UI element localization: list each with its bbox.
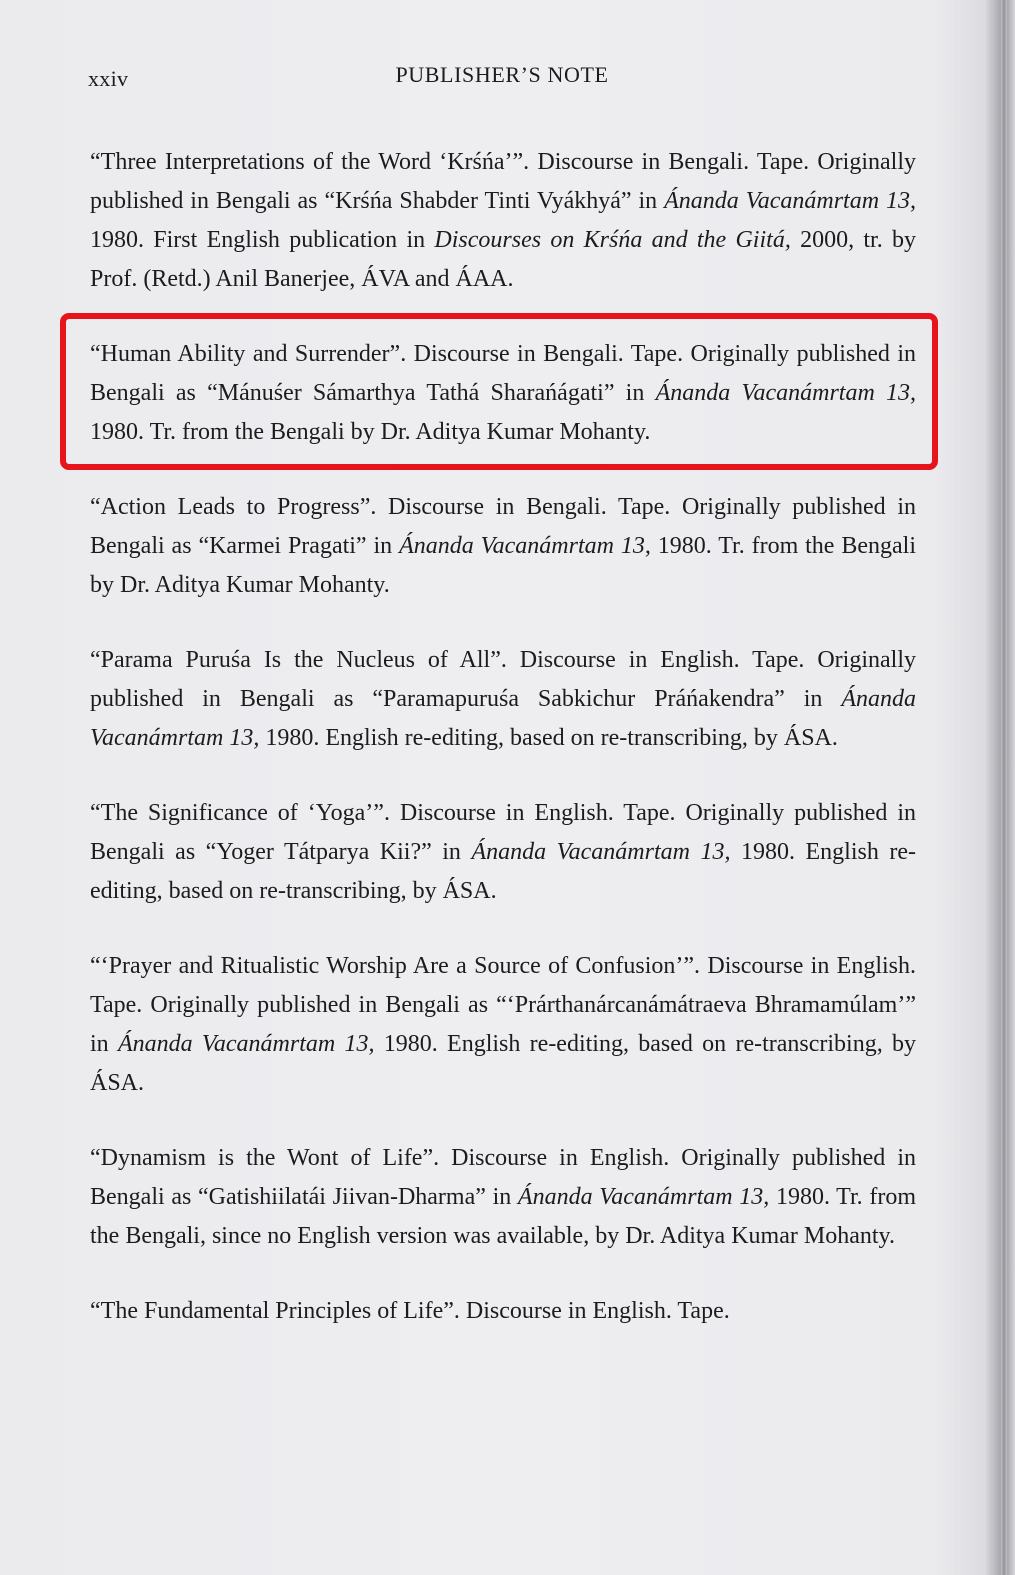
entry-italic-title: Ánanda Vacanámrtam 13, [664, 188, 917, 214]
bibliography-entry [90, 488, 916, 605]
entry-text: “Action Leads to Progress”. Discourse in Bengali. Tape. Originally published in Bengali as “Karmei Pragati” in [90, 494, 916, 559]
entry-text: “The Significance of ‘Yoga’”. Discourse in English. Tape. Originally published in Bengali as “Yoger Tátparya Kii?” in [90, 800, 916, 865]
page-number: xxiv [88, 66, 129, 91]
entry-text: “Three Interpretations of the Word ‘Krśńa’”. Discourse in Bengali. Tape. Originally published in Bengali as “Krśńa Shabder Tinti Vyákhyá” in [90, 149, 916, 214]
entry-text: “Parama Puruśa Is the Nucleus of All”. Discourse in English. Tape. Originally published in Bengali as “Paramapuruśa Sabkichur Práńakendra” in [90, 647, 916, 712]
bibliography-entry [90, 335, 916, 452]
bibliography-entry [90, 794, 916, 911]
page-header [88, 62, 916, 96]
entry-text: “Dynamism is the Wont of Life”. Discourse in English. Originally published in Bengali as “Gatishiilatái Jiivan-Dharma” in [90, 1145, 916, 1210]
bibliography-entry [90, 1292, 916, 1331]
entry-italic-title: Ánanda Vacanámrtam 13, [655, 380, 917, 406]
entry-text: 1980. English re-editing, based on re-transcribing, by ÁSA. [90, 839, 916, 904]
running-head: PUBLISHER’S NOTE [395, 62, 609, 87]
entry-text: 1980. Tr. from the Bengali by Dr. Aditya Kumar Mohanty. [90, 419, 651, 445]
entry-text: 1980. Tr. from the Bengali, since no English version was available, by Dr. Aditya Kumar Mohanty. [90, 1184, 916, 1249]
entry-italic-title: Discourses on Krśńa and the Giitá, [434, 227, 791, 253]
entry-text: “Human Ability and Surrender”. Discourse in Bengali. Tape. Originally published in Bengali as “Mánuśer Sámarthya Tathá Sharańágati” in [90, 341, 916, 406]
entry-italic-title: Ánanda Vacanámrtam 13, [517, 1184, 770, 1210]
entry-text: 1980. English re-editing, based on re-transcribing, by ÁSA. [90, 1031, 917, 1096]
bibliography-entry [90, 1139, 916, 1256]
entry-italic-title: Ánanda Vacanámrtam 13, [399, 533, 651, 559]
entry-text: “‘Prayer and Ritualistic Worship Are a Source of Confusion’”. Discourse in English. Tape. Originally published in Bengali as “‘Prárthanárcanámátraeva Bhramamúlam’” in [90, 953, 916, 1057]
entry-italic-title: Ánanda Vacanámrtam 13, [90, 686, 916, 751]
bibliography-entries [90, 143, 916, 1367]
entry-text: 1980. First English publication in [90, 227, 435, 253]
bibliography-entry [90, 143, 916, 299]
page-edge-shadow [1001, 0, 1007, 1575]
entry-text: “The Fundamental Principles of Life”. Discourse in English. Tape. [90, 1298, 730, 1324]
entry-text: 1980. English re-editing, based on re-transcribing, by ÁSA. [259, 725, 838, 751]
entry-italic-title: Ánanda Vacanámrtam 13, [471, 839, 731, 865]
entry-text: 2000, tr. by Prof. (Retd.) Anil Banerjee, ÁVA and ÁAA. [90, 227, 917, 292]
bibliography-entry [90, 641, 916, 758]
entry-text: 1980. Tr. from the Bengali by Dr. Aditya Kumar Mohanty. [90, 533, 917, 598]
entry-italic-title: Ánanda Vacanámrtam 13, [117, 1031, 375, 1057]
bibliography-entry [90, 947, 916, 1103]
